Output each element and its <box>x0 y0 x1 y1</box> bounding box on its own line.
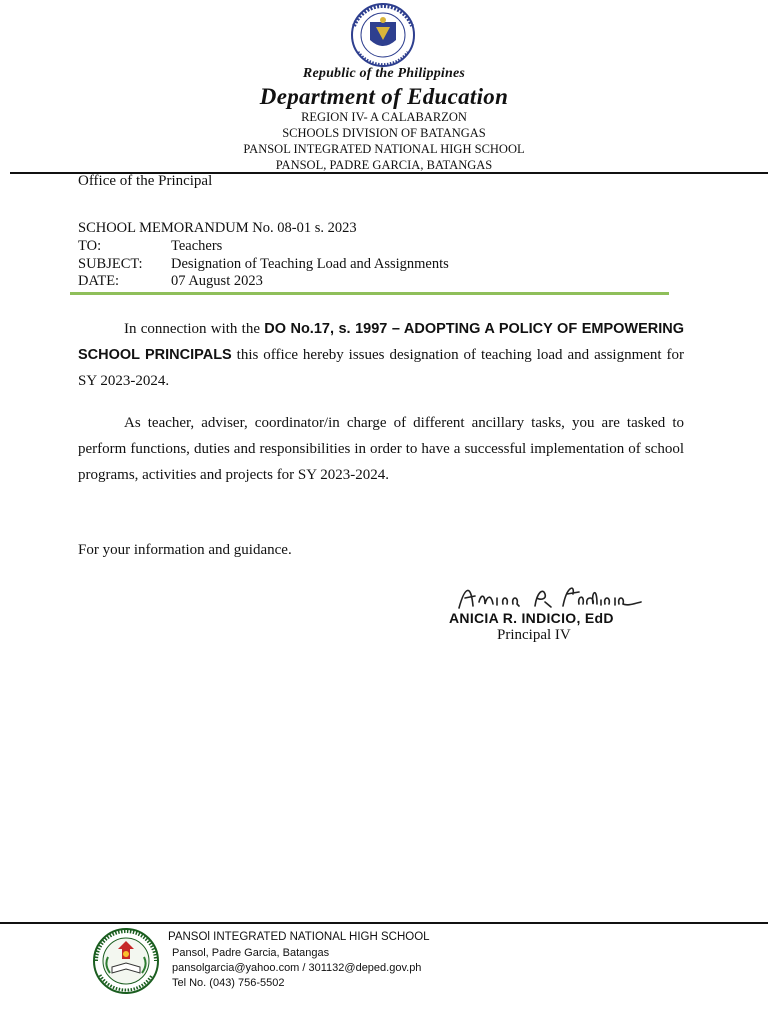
paragraph-1 <box>78 316 684 394</box>
republic-title: Republic of the Philippines <box>302 66 466 81</box>
region-line: REGION IV- A CALABARZON <box>301 110 467 124</box>
signature-image <box>455 580 645 614</box>
address-line: PANSOL, PADRE GARCIA, BATANGAS <box>275 158 493 172</box>
footer-rule <box>0 922 768 924</box>
p1-post: this office hereby issues designation of teaching load and assignment for SY 2023-2024. <box>78 347 684 389</box>
p1-pre: In connection with the <box>124 321 265 337</box>
date-value: 07 August 2023 <box>171 273 263 289</box>
to-value: Teachers <box>171 238 223 254</box>
school-logo-icon <box>90 927 162 995</box>
memo-number: SCHOOL MEMORANDUM No. 08-01 s. 2023 <box>78 220 357 236</box>
paragraph-3: For your information and guidance. <box>78 542 292 558</box>
school-line: PANSOL INTEGRATED NATIONAL HIGH SCHOOL <box>243 142 525 156</box>
department-title: Department of Education <box>259 84 509 109</box>
signatory-position: Principal IV <box>497 627 571 643</box>
deped-seal-icon <box>346 2 420 68</box>
footer-tel: Tel No. (043) 756-5502 <box>172 977 285 989</box>
subject-value: Designation of Teaching Load and Assignments <box>171 256 449 272</box>
footer-school: PANSOl INTEGRATED NATIONAL HIGH SCHOOL <box>168 931 430 943</box>
p2-text: As teacher, adviser, coordinator/in charge of different ancillary tasks, you are tasked to perform functions, duties and responsibilities in order to have a successful implementation of school programs, activities and projects for SY 2023-2024. <box>78 415 684 483</box>
office-label: Office of the Principal <box>78 173 213 189</box>
date-label: DATE: <box>78 273 120 289</box>
memo-divider <box>70 292 669 295</box>
footer-address: Pansol, Padre Garcia, Batangas <box>172 947 330 959</box>
to-label: TO: <box>78 238 102 254</box>
p1-reference: DO No.17, s. 1997 – ADOPTING A POLICY OF EMPOWERING SCHOOL PRINCIPALS <box>78 321 685 363</box>
signatory-name: ANICIA R. INDICIO, EdD <box>449 610 614 626</box>
footer-emails: pansolgarcia@yahoo.com / 301132@deped.gov.ph <box>172 962 422 974</box>
division-line: SCHOOLS DIVISION OF BATANGAS <box>282 126 486 140</box>
subject-label: SUBJECT: <box>78 256 143 272</box>
paragraph-2 <box>78 410 684 488</box>
